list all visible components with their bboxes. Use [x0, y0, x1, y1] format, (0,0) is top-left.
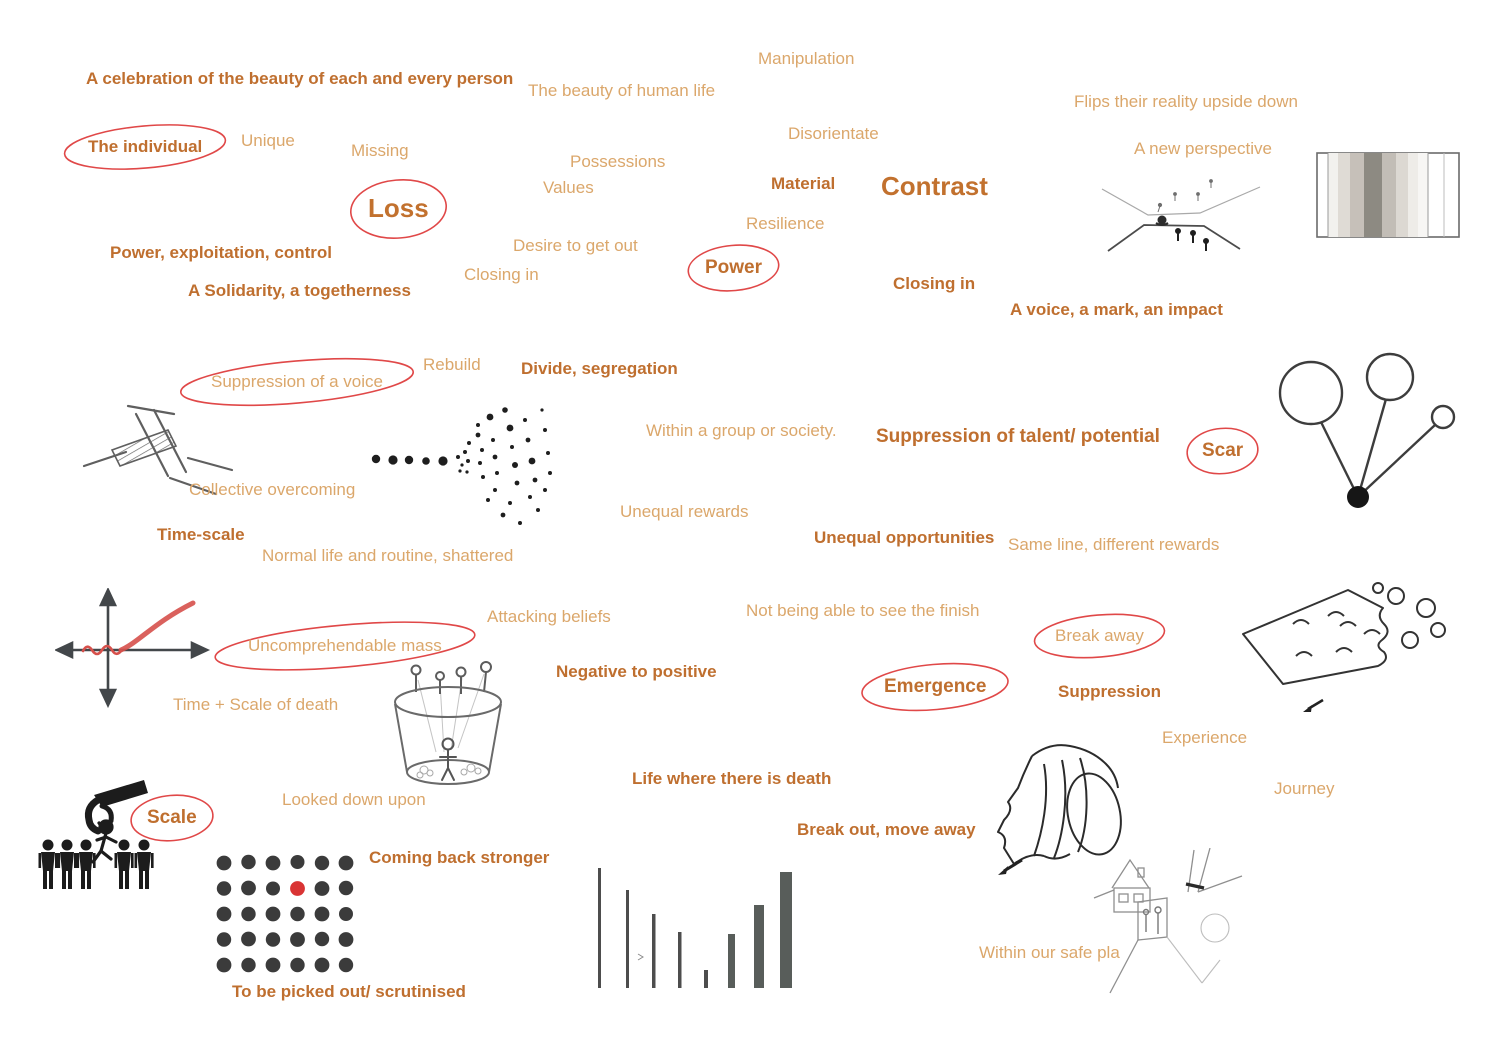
house-scene-sketch [1092, 848, 1267, 998]
label-time-scale: Time-scale [157, 525, 245, 544]
dispersion-dots-sketch [370, 395, 560, 535]
label-the-individual: The individual [88, 137, 203, 156]
hand-pick-sketch [36, 780, 186, 940]
balloons-sketch [1272, 348, 1462, 513]
label-closing-in: Closing in [464, 265, 539, 284]
label-contrast: Contrast [881, 171, 988, 201]
label-power: Power [705, 257, 763, 278]
red-dot [290, 881, 305, 896]
label-collective-overcoming: Collective overcoming [189, 480, 356, 499]
label-emergence: Emergence [884, 676, 987, 697]
label-suppression: Suppression [1058, 682, 1161, 701]
label-within-a-group-or-society: Within a group or society. [646, 421, 837, 440]
label-unequal-rewards: Unequal rewards [620, 502, 749, 521]
label-loss: Loss [368, 193, 429, 223]
label-resilience: Resilience [746, 214, 825, 233]
bucket-figures-sketch [376, 652, 521, 797]
label-not-being-able-to-see-the-finish: Not being able to see the finish [746, 601, 980, 620]
label-values: Values [543, 178, 594, 197]
dot-grid-sketch [214, 853, 354, 978]
label-disorientate: Disorientate [788, 124, 879, 143]
label-time-scale-of-death: Time + Scale of death [173, 695, 339, 714]
label-normal-life-and-routine-shattered: Normal life and routine, shattered [262, 546, 514, 565]
label-journey: Journey [1274, 779, 1335, 798]
label-same-line-different-rewards: Same line, different rewards [1008, 535, 1220, 554]
perspective-valley-sketch [1098, 163, 1268, 263]
label-attacking-beliefs: Attacking beliefs [487, 607, 611, 626]
label-material: Material [771, 174, 836, 193]
label-within-our-safe-pla: Within our safe pla [979, 943, 1120, 962]
crumpled-sheet-sketch [1238, 582, 1448, 722]
label-suppression-of-talent-potential: Suppression of talent/ potential [876, 426, 1160, 447]
label-unique: Unique [241, 131, 295, 150]
label-scar: Scar [1202, 440, 1244, 461]
label-break-away: Break away [1055, 626, 1144, 645]
label-a-voice-a-mark-an-impact: A voice, a mark, an impact [1010, 300, 1223, 319]
label-coming-back-stronger: Coming back stronger [369, 848, 550, 867]
label-scale: Scale [147, 807, 197, 828]
label-manipulation: Manipulation [758, 49, 855, 68]
bar-row-sketch [588, 858, 798, 1003]
label-uncomprehendable-mass: Uncomprehendable mass [248, 636, 442, 655]
label-missing: Missing [351, 141, 409, 160]
label-desire-to-get-out: Desire to get out [513, 236, 638, 255]
label-life-where-there-is-death: Life where there is death [632, 769, 832, 788]
label-negative-to-positive: Negative to positive [556, 662, 717, 681]
label-a-solidarity-a-togetherness: A Solidarity, a togetherness [188, 281, 411, 300]
label-experience: Experience [1162, 728, 1248, 747]
label-closing-in: Closing in [893, 274, 976, 293]
label-looked-down-upon: Looked down upon [282, 790, 426, 809]
label-to-be-picked-out-scrutinised: To be picked out/ scrutinised [232, 982, 466, 1001]
label-a-celebration-of-the-beauty-of-each-and-ev: A celebration of the beauty of each and every person [86, 69, 514, 88]
label-unequal-opportunities: Unequal opportunities [814, 528, 995, 547]
label-flips-their-reality-upside-down: Flips their reality upside down [1074, 92, 1298, 111]
label-break-out-move-away: Break out, move away [797, 820, 976, 839]
label-power-exploitation-control: Power, exploitation, control [110, 243, 332, 262]
label-possessions: Possessions [570, 152, 666, 171]
label-a-new-perspective: A new perspective [1134, 139, 1272, 158]
label-the-beauty-of-human-life: The beauty of human life [528, 81, 716, 100]
label-divide-segregation: Divide, segregation [521, 359, 678, 378]
label-rebuild: Rebuild [423, 355, 481, 374]
striped-panel-sketch [1316, 152, 1460, 238]
label-suppression-of-a-voice: Suppression of a voice [211, 372, 383, 391]
axis-curve-sketch [55, 588, 215, 708]
